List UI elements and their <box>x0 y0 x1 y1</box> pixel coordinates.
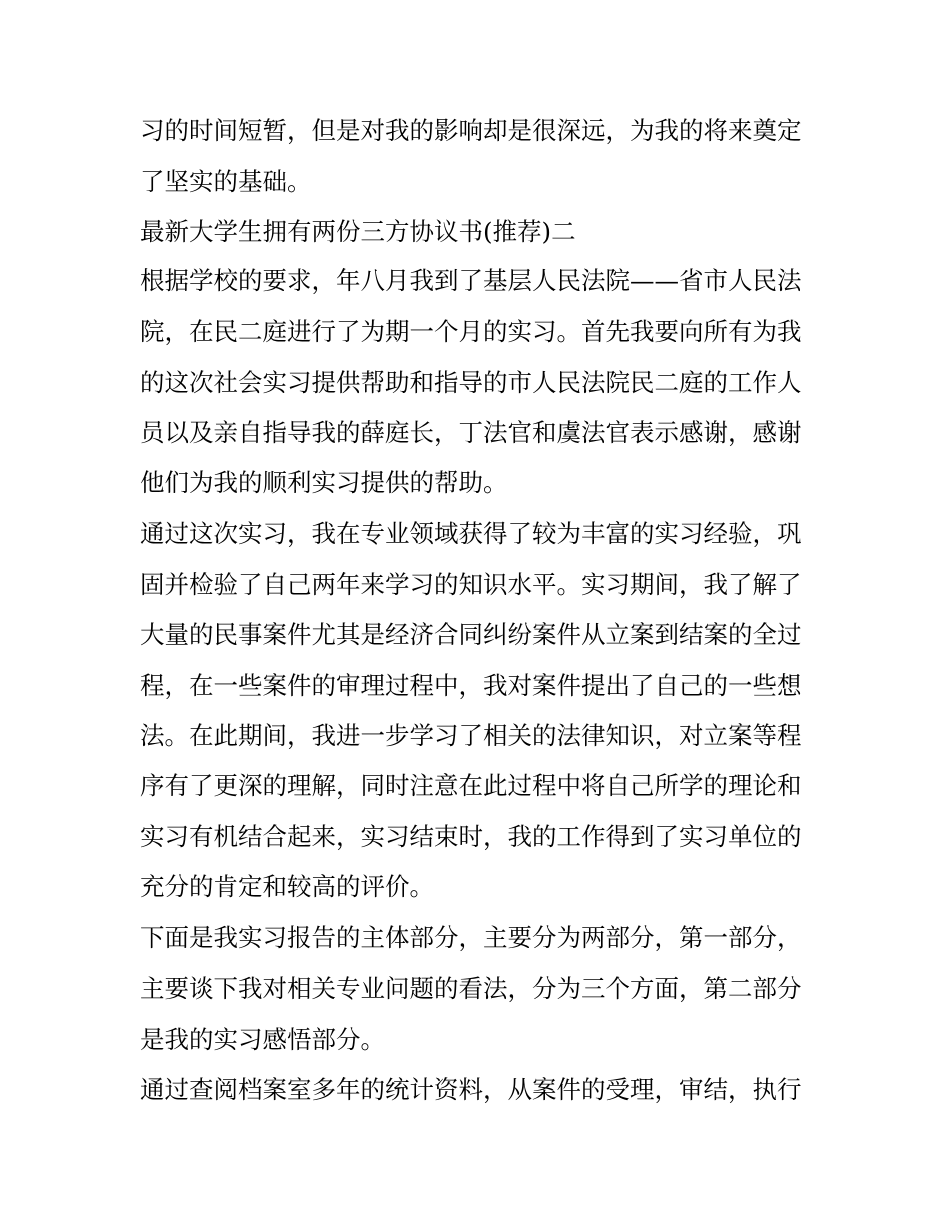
text-line: 根据学校的要求，年八月我到了基层人民法院——省市人民法 <box>140 266 802 295</box>
text-line: 是我的实习感悟部分。 <box>140 1025 385 1054</box>
text-line: 他们为我的顺利实习提供的帮助。 <box>140 468 508 497</box>
section-heading: 最新大学生拥有两份三方协议书(推荐)二 <box>140 217 576 246</box>
text-line: 通过查阅档案室多年的统计资料，从案件的受理，审结，执行 <box>140 1075 802 1104</box>
text-line: 程，在一些案件的审理过程中，我对案件提出了自己的一些想 <box>140 671 802 700</box>
text-line: 主要谈下我对相关专业问题的看法，分为三个方面，第二部分 <box>140 974 802 1003</box>
text-line: 充分的肯定和较高的评价。 <box>140 872 434 901</box>
text-line: 院，在民二庭进行了为期一个月的实习。首先我要向所有为我 <box>140 317 802 346</box>
text-line: 固并检验了自己两年来学习的知识水平。实习期间，我了解了 <box>140 570 802 599</box>
text-line: 实习有机结合起来，实习结束时，我的工作得到了实习单位的 <box>140 822 802 851</box>
text-line: 序有了更深的理解，同时注意在此过程中将自己所学的理论和 <box>140 771 802 800</box>
text-line: 下面是我实习报告的主体部分，主要分为两部分，第一部分， <box>140 923 802 952</box>
text-line: 了坚实的基础。 <box>140 167 312 196</box>
text-line: 通过这次实习，我在专业领域获得了较为丰富的实习经验，巩 <box>140 519 802 548</box>
text-line: 习的时间短暂，但是对我的影响却是很深远，为我的将来奠定 <box>140 116 802 145</box>
text-line: 的这次社会实习提供帮助和指导的市人民法院民二庭的工作人 <box>140 368 802 397</box>
text-line: 法。在此期间，我进一步学习了相关的法律知识，对立案等程 <box>140 721 802 750</box>
text-line: 员以及亲自指导我的薛庭长，丁法官和虞法官表示感谢，感谢 <box>140 418 802 447</box>
text-line: 大量的民事案件尤其是经济合同纠纷案件从立案到结案的全过 <box>140 620 802 649</box>
